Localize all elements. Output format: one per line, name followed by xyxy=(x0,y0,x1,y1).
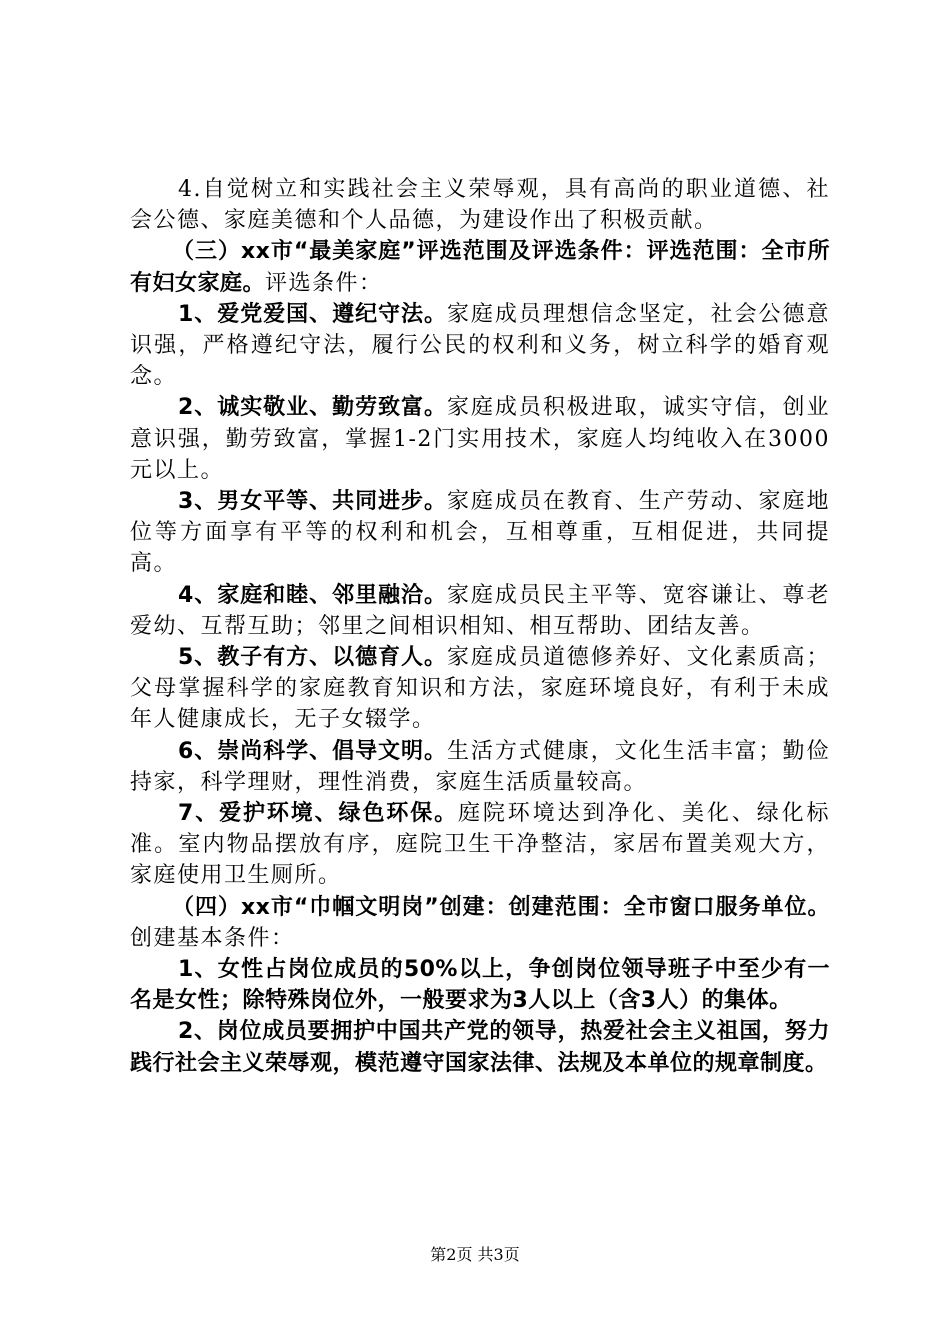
criterion-text: 家庭成员在教育、生产劳动、家庭地位等方面享有平等的权利和机会，互相尊重，互相促进，共同提高。 xyxy=(130,489,830,577)
criterion-4 xyxy=(130,580,830,642)
criterion-title: 3、男女平等、共同进步。 xyxy=(178,489,447,515)
page-footer xyxy=(0,1242,950,1265)
paragraph-heading: （三）xx市“最美家庭”评选范围及评选条件：评选范围：全市所有妇女家庭。 xyxy=(130,239,830,296)
criterion-title: 6、崇尚科学、倡导文明。 xyxy=(178,738,447,764)
criterion-text: 家庭成员理想信念坚定，社会公德意识强，严格遵纪守法，履行公民的权利和义务，树立科学的婚育观念。 xyxy=(130,301,830,390)
criterion-title: 2、诚实敬业、勤劳致富。 xyxy=(178,395,447,421)
criterion-2 xyxy=(130,392,830,486)
paragraph-text: 评选条件： xyxy=(265,270,383,296)
criterion-title: 1、爱党爱国、遵纪守法。 xyxy=(178,301,447,327)
condition-text: 1、女性占岗位成员的50%以上，争创岗位领导班子中至少有一名是女性；除特殊岗位外，一般要求为3人以上（含3人）的集体。 xyxy=(130,957,830,1014)
criterion-6 xyxy=(130,736,830,798)
criterion-1 xyxy=(130,299,830,393)
section-four-heading xyxy=(130,892,830,954)
condition-2 xyxy=(130,1016,830,1078)
criterion-3 xyxy=(130,486,830,580)
paragraph-heading: （四）xx市“巾帼文明岗”创建：创建范围：全市窗口服务单位。 xyxy=(172,894,830,920)
page-number: 第2页 共3页 xyxy=(430,1245,520,1264)
criterion-text: 庭院环境达到净化、美化、绿化标准。室内物品摆放有序，庭院卫生干净整洁，家居布置美观大方，家庭使用卫生厕所。 xyxy=(130,801,830,889)
condition-1 xyxy=(130,954,830,1016)
paragraph-text: 创建基本条件： xyxy=(130,925,295,951)
paragraph-1 xyxy=(130,174,830,236)
paragraph-text: 4.自觉树立和实践社会主义荣辱观，具有高尚的职业道德、社会公德、家庭美德和个人品德，为建设作出了积极贡献。 xyxy=(130,177,830,234)
criterion-text: 家庭成员道德修养好、文化素质高；父母掌握科学的家庭教育知识和方法，家庭环境良好，有利于未成年人健康成长，无子女辍学。 xyxy=(130,645,830,733)
criterion-text: 家庭成员积极进取，诚实守信，创业意识强，勤劳致富，掌握1-2门实用技术，家庭人均纯收入在3000元以上。 xyxy=(130,395,830,483)
section-three-heading xyxy=(130,236,830,298)
document-body xyxy=(130,174,830,1079)
condition-text: 2、岗位成员要拥护中国共产党的领导，热爱社会主义祖国，努力践行社会主义荣辱观，模范遵守国家法律、法规及本单位的规章制度。 xyxy=(130,1019,830,1076)
criterion-title: 5、教子有方、以德育人。 xyxy=(178,645,447,671)
criterion-7 xyxy=(130,798,830,892)
criterion-5 xyxy=(130,642,830,736)
criterion-title: 4、家庭和睦、邻里融洽。 xyxy=(178,582,447,608)
criterion-text: 家庭成员民主平等、宽容谦让、尊老爱幼、互帮互助；邻里之间相识相知、相互帮助、团结友善。 xyxy=(130,582,830,639)
criterion-text: 生活方式健康，文化生活丰富；勤俭持家，科学理财，理性消费，家庭生活质量较高。 xyxy=(130,738,830,795)
criterion-title: 7、爱护环境、绿色环保。 xyxy=(178,801,459,827)
